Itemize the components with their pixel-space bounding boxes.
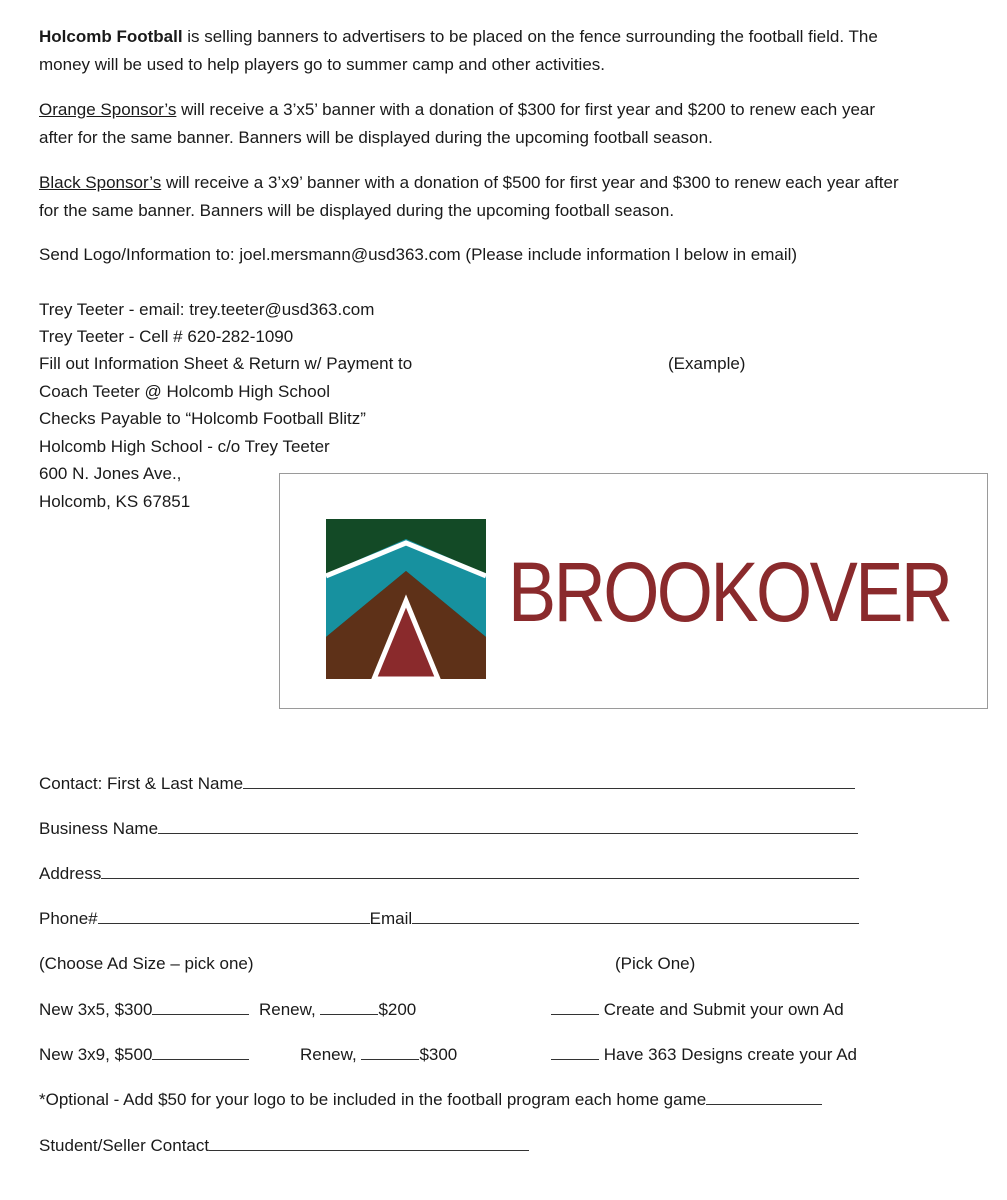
contact-name-label: Contact: First & Last Name xyxy=(39,774,244,793)
brookover-wordmark: BROOKOVER xyxy=(508,545,951,639)
address-label: Address xyxy=(39,864,102,883)
black-sponsor-text: will receive a 3’x9’ banner with a donation of $500 for first year and $300 to renew each year after for the same banner. Banners will be displayed during the upcoming football season. xyxy=(39,173,899,220)
orange-sponsor-paragraph xyxy=(39,96,909,152)
brookover-logo-icon xyxy=(326,519,486,679)
seller-contact-row xyxy=(39,1132,529,1159)
send-logo-line: Send Logo/Information to: joel.mersmann@usd363.com (Please include information l below in email) xyxy=(39,245,798,264)
black-sponsor-label: Black Sponsor’s xyxy=(39,173,162,192)
business-name-field[interactable] xyxy=(158,815,858,834)
create-own-ad-checkline[interactable] xyxy=(551,996,599,1015)
renew-3x9-label: Renew, xyxy=(300,1045,362,1064)
renew-3x9-checkline[interactable] xyxy=(361,1041,419,1060)
choose-size-label: (Choose Ad Size – pick one) xyxy=(39,954,254,973)
create-own-ad-label: Create and Submit your own Ad xyxy=(603,1000,844,1019)
intro-paragraph xyxy=(39,23,909,79)
designs-ad-checkline[interactable] xyxy=(551,1041,599,1060)
optional-program-label: *Optional - Add $50 for your logo to be included in the football program each home game xyxy=(39,1090,707,1109)
renew-3x5-checkline[interactable] xyxy=(320,996,378,1015)
renew-3x9-price: $300 xyxy=(419,1045,458,1064)
new-3x9-label: New 3x9, $500 xyxy=(39,1045,153,1064)
phone-email-row xyxy=(39,905,859,932)
designs-ad-label: Have 363 Designs create your Ad xyxy=(603,1045,857,1064)
business-name-label: Business Name xyxy=(39,819,159,838)
address-row xyxy=(39,860,859,887)
example-label: (Example) xyxy=(668,354,746,373)
renew-3x5-price: $200 xyxy=(378,1000,417,1019)
contact-line-coach: Coach Teeter @ Holcomb High School xyxy=(39,382,330,401)
org-name: Holcomb Football xyxy=(39,27,183,46)
optional-program-row xyxy=(39,1086,822,1113)
optional-program-field[interactable] xyxy=(706,1086,822,1105)
orange-sponsor-label: Orange Sponsor’s xyxy=(39,100,177,119)
contact-line-cell: Trey Teeter - Cell # 620-282-1090 xyxy=(39,327,294,346)
address-field[interactable] xyxy=(101,860,859,879)
intro-text: is selling banners to advertisers to be placed on the fence surrounding the football field. The money will be used to help players go to summer camp and other activities. xyxy=(39,27,878,74)
contact-line-checks: Checks Payable to “Holcomb Football Blitz” xyxy=(39,409,366,428)
contact-line-street: 600 N. Jones Ave., xyxy=(39,464,182,483)
phone-label: Phone# xyxy=(39,909,98,928)
contact-line-return: Fill out Information Sheet & Return w/ Payment to xyxy=(39,354,413,373)
contact-name-field[interactable] xyxy=(243,770,855,789)
new-3x9-option xyxy=(39,1041,249,1068)
email-label: Email xyxy=(369,909,413,928)
phone-field[interactable] xyxy=(98,905,370,924)
pick-one-label: (Pick One) xyxy=(615,954,696,973)
orange-sponsor-text: will receive a 3’x5’ banner with a donation of $300 for first year and $200 to renew each year after for the same banner. Banners will be displayed during the upcoming football season. xyxy=(39,100,876,147)
seller-contact-field[interactable] xyxy=(209,1132,529,1151)
designs-ad-option xyxy=(551,1041,857,1068)
contact-line-school: Holcomb High School - c/o Trey Teeter xyxy=(39,437,330,456)
black-sponsor-paragraph xyxy=(39,169,909,225)
create-own-ad-option xyxy=(551,996,844,1023)
contact-line-email: Trey Teeter - email: trey.teeter@usd363.com xyxy=(39,300,375,319)
contact-line-city: Holcomb, KS 67851 xyxy=(39,492,191,511)
seller-contact-label: Student/Seller Contact xyxy=(39,1136,210,1155)
contact-name-row xyxy=(39,770,855,797)
renew-3x5-label: Renew, xyxy=(259,1000,321,1019)
business-name-row xyxy=(39,815,858,842)
new-3x5-checkline[interactable] xyxy=(152,996,249,1015)
example-banner xyxy=(279,473,988,709)
renew-3x9-option xyxy=(300,1041,457,1068)
email-field[interactable] xyxy=(412,905,859,924)
new-3x9-checkline[interactable] xyxy=(152,1041,249,1060)
new-3x5-label: New 3x5, $300 xyxy=(39,1000,153,1019)
renew-3x5-option xyxy=(259,996,416,1023)
new-3x5-option xyxy=(39,996,249,1023)
